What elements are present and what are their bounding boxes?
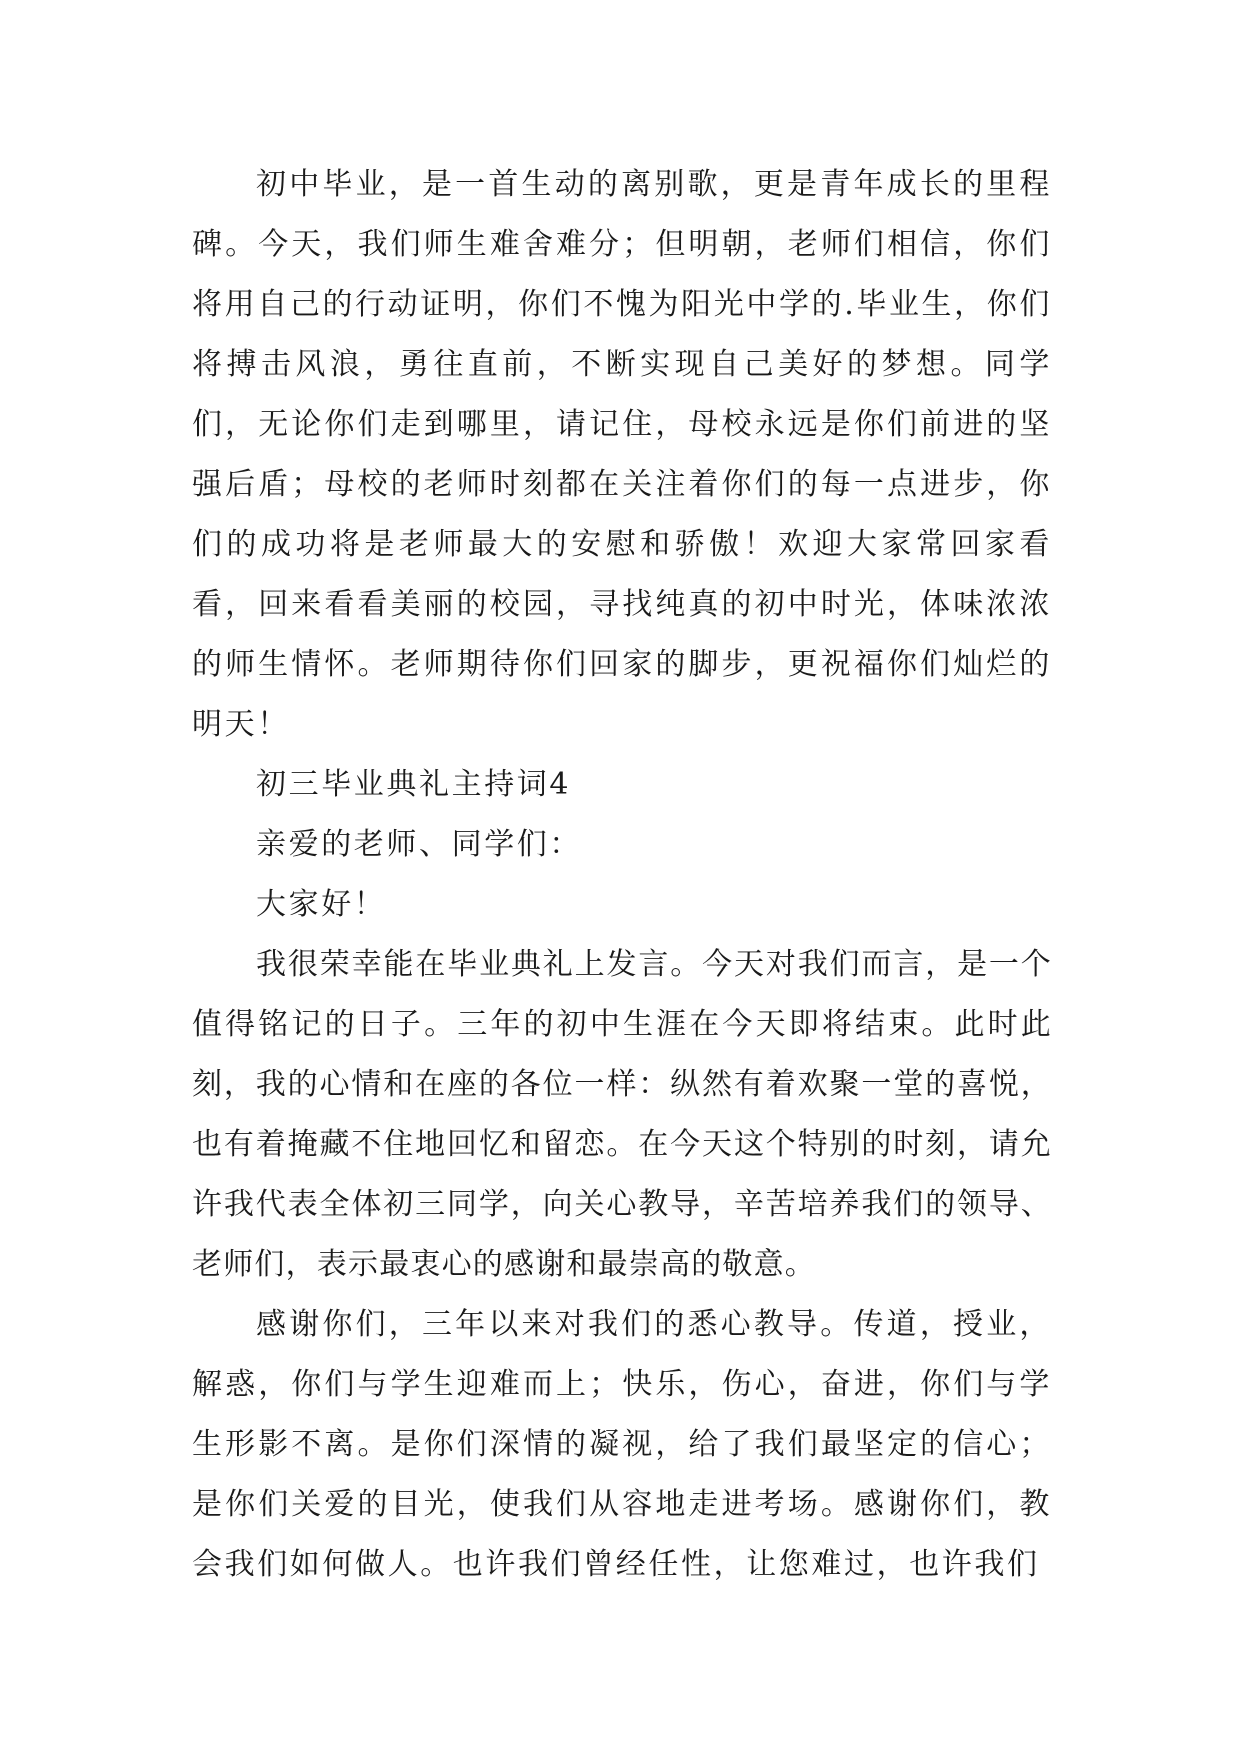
section-heading: 初三毕业典礼主持词4 (256, 767, 572, 802)
paragraph-thanks-teachers: 感谢你们，三年以来对我们的悉心教导。传道，授业，解惑，你们与学生迎难而上；快乐，伤心，奋进，你们与学生形影不离。是你们深情的凝视，给了我们最坚定的信心；是你们关爱的目光，使我们从容地走进考场。感谢你们，教会我们如何做人。也许我们曾经任性，让您难过，也许我们 (192, 1307, 1052, 1582)
salutation: 亲爱的老师、同学们： (256, 827, 582, 862)
document-page (192, 155, 1052, 1595)
greeting: 大家好！ (256, 887, 387, 922)
paragraph-speech-intro: 我很荣幸能在毕业典礼上发言。今天对我们而言，是一个值得铭记的日子。三年的初中生涯在今天即将结束。此时此刻，我的心情和在座的各位一样：纵然有着欢聚一堂的喜悦，也有着掩藏不住地回忆和留恋。在今天这个特别的时刻，请允许我代表全体初三同学，向关心教导，辛苦培养我们的领导、老师们，表示最衷心的感谢和最崇高的敬意。 (192, 947, 1052, 1282)
paragraph-closing-blessing: 初中毕业，是一首生动的离别歌，更是青年成长的里程碑。今天，我们师生难舍难分；但明朝，老师们相信，你们将用自己的行动证明，你们不愧为阳光中学的.毕业生，你们将搏击风浪，勇往直前，不断实现自己美好的梦想。同学们，无论你们走到哪里，请记住，母校永远是你们前进的坚强后盾；母校的老师时刻都在关注着你们的每一点进步，你们的成功将是老师最大的安慰和骄傲！欢迎大家常回家看看，回来看看美丽的校园，寻找纯真的初中时光，体味浓浓的师生情怀。老师期待你们回家的脚步，更祝福你们灿烂的明天！ (192, 167, 1052, 742)
